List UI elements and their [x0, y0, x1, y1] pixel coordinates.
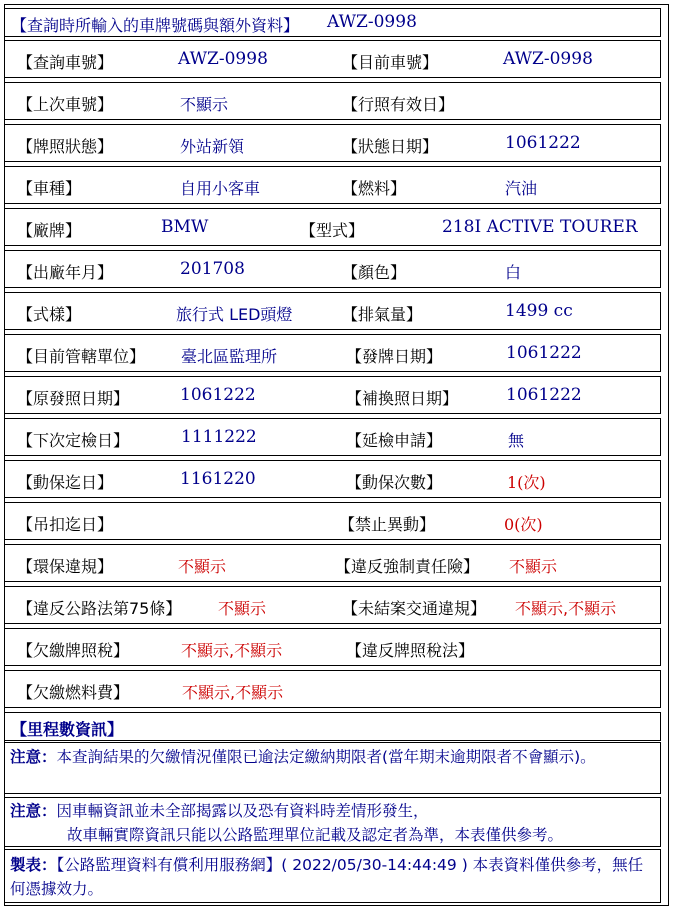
note-3-text: 【公路監理資料有償利用服務網】( 2022/05/30-14:44:49 ) 本表資料僅供參考，無任何憑據效力。 — [10, 856, 644, 898]
row-vehicle-type — [4, 166, 661, 204]
row-plate-status — [4, 124, 661, 162]
value-brand: BMW — [161, 217, 209, 237]
value-previous-plate: 不顯示 — [180, 95, 229, 114]
label-reissue-date: 【補換照日期】 — [346, 389, 459, 408]
value-highway-law: 不顯示 — [218, 599, 267, 618]
note-3 — [4, 849, 661, 903]
row-next-inspection — [4, 418, 661, 456]
label-fuel-fee: 【欠繳燃料費】 — [17, 683, 130, 702]
row-original-license-date — [4, 376, 661, 414]
row-env-violation — [4, 544, 661, 582]
label-transfer-ban: 【禁止異動】 — [339, 515, 436, 534]
label-previous-plate: 【上次車號】 — [17, 95, 114, 114]
label-status-date: 【狀態日期】 — [342, 137, 439, 156]
label-jurisdiction: 【目前管轄單位】 — [17, 347, 146, 366]
value-vehicle-type: 自用小客車 — [180, 179, 261, 198]
title-text: 【查詢時所輸入的車牌號碼與額外資料】 — [11, 16, 300, 35]
note-1-label: 注意： — [10, 748, 57, 766]
note-2 — [4, 797, 661, 847]
label-manufacture-date: 【出廠年月】 — [17, 263, 114, 282]
label-insurance-violation: 【違反強制責任險】 — [335, 557, 480, 576]
value-next-inspection: 1111222 — [181, 427, 257, 447]
row-license-tax — [4, 628, 661, 666]
value-plate-status: 外站新領 — [180, 137, 245, 156]
row-jurisdiction — [4, 334, 661, 372]
label-lien-end: 【動保迄日】 — [17, 473, 114, 492]
note-2-line-1: 因車輛資訊並未全部揭露以及恐有資料時差情形發生， — [56, 802, 429, 820]
row-previous-plate — [4, 82, 661, 120]
value-status-date: 1061222 — [505, 133, 581, 153]
value-manufacture-date: 201708 — [180, 259, 245, 279]
note-3-label: 製表： — [10, 856, 57, 874]
label-query-plate: 【查詢車號】 — [17, 53, 114, 72]
value-body-style: 旅行式 LED頭燈 — [176, 305, 293, 324]
label-license-tax-law: 【違反牌照稅法】 — [346, 641, 475, 660]
label-license-tax: 【欠繳牌照稅】 — [17, 641, 130, 660]
label-color: 【顏色】 — [342, 263, 407, 282]
label-env-violation: 【環保違規】 — [17, 557, 114, 576]
value-env-violation: 不顯示 — [178, 557, 227, 576]
value-query-plate: AWZ-0998 — [178, 49, 268, 69]
note-2-line-2: 故車輛實際資訊只能以公路監理單位記載及認定者為準，本表僅供參考。 — [67, 826, 564, 844]
value-model: 218I ACTIVE TOURER — [442, 217, 638, 237]
label-inspection-extension: 【延檢申請】 — [346, 431, 443, 450]
value-license-tax: 不顯示,不顯示 — [181, 641, 283, 660]
label-current-plate: 【目前車號】 — [342, 53, 439, 72]
row-suspension-end — [4, 502, 661, 540]
mileage-section — [4, 712, 661, 741]
note-1 — [4, 742, 661, 794]
label-original-license-date: 【原發照日期】 — [17, 389, 130, 408]
label-next-inspection: 【下次定檢日】 — [17, 431, 130, 450]
row-manufacture-date — [4, 250, 661, 288]
value-color: 白 — [505, 263, 522, 282]
row-query-plate — [4, 40, 661, 78]
label-issue-date: 【發牌日期】 — [346, 347, 443, 366]
label-brand: 【廠牌】 — [17, 221, 82, 240]
note-2-label: 注意： — [10, 802, 57, 820]
value-fuel-fee: 不顯示,不顯示 — [182, 683, 284, 702]
value-fuel: 汽油 — [505, 179, 538, 198]
label-vehicle-type: 【車種】 — [17, 179, 82, 198]
value-reissue-date: 1061222 — [506, 385, 582, 405]
label-highway-law: 【違反公路法第75條】 — [17, 599, 182, 618]
label-open-violations: 【未結案交通違規】 — [342, 599, 487, 618]
title-row — [4, 8, 661, 37]
note-1-text: 本查詢結果的欠繳情況僅限已逾法定繳納期限者(當年期末逾期限者不會顯示)。 — [56, 748, 596, 766]
row-brand — [4, 208, 661, 246]
mileage-header: 【里程數資訊】 — [11, 720, 124, 739]
row-body-style — [4, 292, 661, 330]
value-transfer-ban: 0(次) — [504, 515, 543, 534]
value-lien-count: 1(次) — [507, 473, 546, 492]
label-plate-status: 【牌照狀態】 — [17, 137, 114, 156]
value-open-violations: 不顯示,不顯示 — [515, 599, 617, 618]
label-body-style: 【式樣】 — [17, 305, 82, 324]
row-lien-end — [4, 460, 661, 498]
value-issue-date: 1061222 — [506, 343, 582, 363]
value-displacement: 1499 cc — [505, 301, 573, 321]
label-fuel: 【燃料】 — [342, 179, 407, 198]
label-license-valid: 【行照有效日】 — [342, 95, 455, 114]
label-lien-count: 【動保次數】 — [346, 473, 443, 492]
value-lien-end: 1161220 — [180, 469, 256, 489]
value-inspection-extension: 無 — [508, 431, 525, 450]
row-highway-law — [4, 586, 661, 624]
value-original-license-date: 1061222 — [180, 385, 256, 405]
label-displacement: 【排氣量】 — [342, 305, 423, 324]
title-plate: AWZ-0998 — [327, 12, 417, 32]
value-current-plate: AWZ-0998 — [503, 49, 593, 69]
label-suspension-end: 【吊扣迄日】 — [17, 515, 114, 534]
value-insurance-violation: 不顯示 — [509, 557, 558, 576]
value-jurisdiction: 臺北區監理所 — [181, 347, 278, 366]
row-fuel-fee — [4, 670, 661, 708]
label-model: 【型式】 — [300, 221, 365, 240]
